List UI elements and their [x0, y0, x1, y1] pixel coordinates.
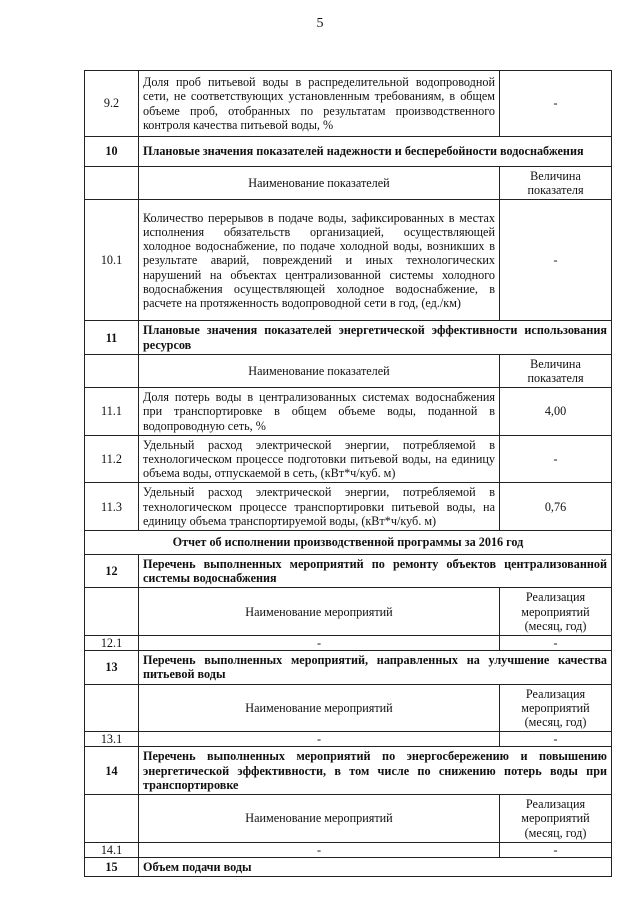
indicator-text: Удельный расход электрической энергии, потребляемой в технологическом процессе транспортировки питьевой воды, на единицу объема транспортируемой воды, (кВт*ч/куб. м) [139, 483, 500, 531]
measure-text: - [139, 636, 500, 651]
row-number: 14.1 [85, 842, 139, 857]
section-row [85, 321, 612, 354]
indicators-table [84, 70, 612, 877]
measure-value: - [500, 732, 612, 747]
column-header-name: Наименование показателей [139, 167, 500, 200]
section-title: Объем подачи воды [139, 857, 612, 876]
indicator-value: - [500, 71, 612, 137]
section-number: 14 [85, 747, 139, 795]
section-title: Перечень выполненных мероприятий, направленных на улучшение качества питьевой воды [139, 651, 612, 684]
indicator-text: Доля проб питьевой воды в распределительной водопроводной сети, не соответствующих установленным требованиям, в общем объеме проб, отобранных по результатам производственного контроля качества питьевой воды, % [139, 71, 500, 137]
section-title: Плановые значения показателей энергетической эффективности использования ресурсов [139, 321, 612, 354]
indicator-value: 4,00 [500, 388, 612, 436]
section-number: 12 [85, 555, 139, 588]
section-title: Перечень выполненных мероприятий по энергосбережению и повышению энергетической эффективности, в том числе по снижению потерь воды при транспортировке [139, 747, 612, 795]
section-title: Перечень выполненных мероприятий по ремонту объектов централизованной системы водоснабжения [139, 555, 612, 588]
table-row [85, 71, 612, 137]
section-row [85, 137, 612, 167]
column-header-value: Реализация мероприятий (месяц, год) [500, 795, 612, 843]
report-title-row [85, 531, 612, 555]
column-header-name: Наименование мероприятий [139, 588, 500, 636]
section-row [85, 651, 612, 684]
measure-text: - [139, 842, 500, 857]
header-row [85, 795, 612, 843]
indicator-value: - [500, 200, 612, 321]
column-header-value: Величина показателя [500, 167, 612, 200]
report-title: Отчет об исполнении производственной программы за 2016 год [85, 531, 612, 555]
row-number: 10.1 [85, 200, 139, 321]
section-number: 15 [85, 857, 139, 876]
table-row [85, 435, 612, 483]
column-header-value: Величина показателя [500, 354, 612, 387]
section-row [85, 555, 612, 588]
section-row [85, 747, 612, 795]
column-header-name: Наименование показателей [139, 354, 500, 387]
indicator-value: - [500, 435, 612, 483]
column-header-value: Реализация мероприятий (месяц, год) [500, 684, 612, 732]
indicator-value: 0,76 [500, 483, 612, 531]
column-header-name: Наименование мероприятий [139, 795, 500, 843]
measure-value: - [500, 636, 612, 651]
measure-text: - [139, 732, 500, 747]
column-header-name: Наименование мероприятий [139, 684, 500, 732]
table-row [85, 200, 612, 321]
row-number: 13.1 [85, 732, 139, 747]
row-number: 11.3 [85, 483, 139, 531]
row-number: 9.2 [85, 71, 139, 137]
section-number: 10 [85, 137, 139, 167]
table-row [85, 388, 612, 436]
measure-value: - [500, 842, 612, 857]
page-number: 5 [316, 16, 324, 31]
table-row [85, 636, 612, 651]
row-number: 12.1 [85, 636, 139, 651]
header-row [85, 167, 612, 200]
row-number: 11.2 [85, 435, 139, 483]
section-number: 11 [85, 321, 139, 354]
table-row [85, 842, 612, 857]
indicator-text: Доля потерь воды в централизованных системах водоснабжения при транспортировке в общем объеме воды, поданной в водопроводную сеть, % [139, 388, 500, 436]
column-header-value: Реализация мероприятий (месяц, год) [500, 588, 612, 636]
indicator-text: Количество перерывов в подаче воды, зафиксированных в местах исполнения обязательств организацией, осуществляющей холодное водоснабжение, по подаче холодной воды, возникших в результате аварий, повреждений и иных технологических нарушений на объектах централизованной системы холодного водоснабжения осуществляющей холодное водоснабжение, в расчете на протяженность водопроводной сети в год, (ед./км) [139, 200, 500, 321]
header-row [85, 588, 612, 636]
indicator-text: Удельный расход электрической энергии, потребляемой в технологическом процессе подготовки питьевой воды, на единицу объема воды, отпускаемой в сеть, (кВт*ч/куб. м) [139, 435, 500, 483]
table-row [85, 483, 612, 531]
table-row [85, 732, 612, 747]
section-number: 13 [85, 651, 139, 684]
header-row [85, 354, 612, 387]
section-row [85, 857, 612, 876]
row-number: 11.1 [85, 388, 139, 436]
header-row [85, 684, 612, 732]
section-title: Плановые значения показателей надежности и бесперебойности водоснабжения [139, 137, 612, 167]
